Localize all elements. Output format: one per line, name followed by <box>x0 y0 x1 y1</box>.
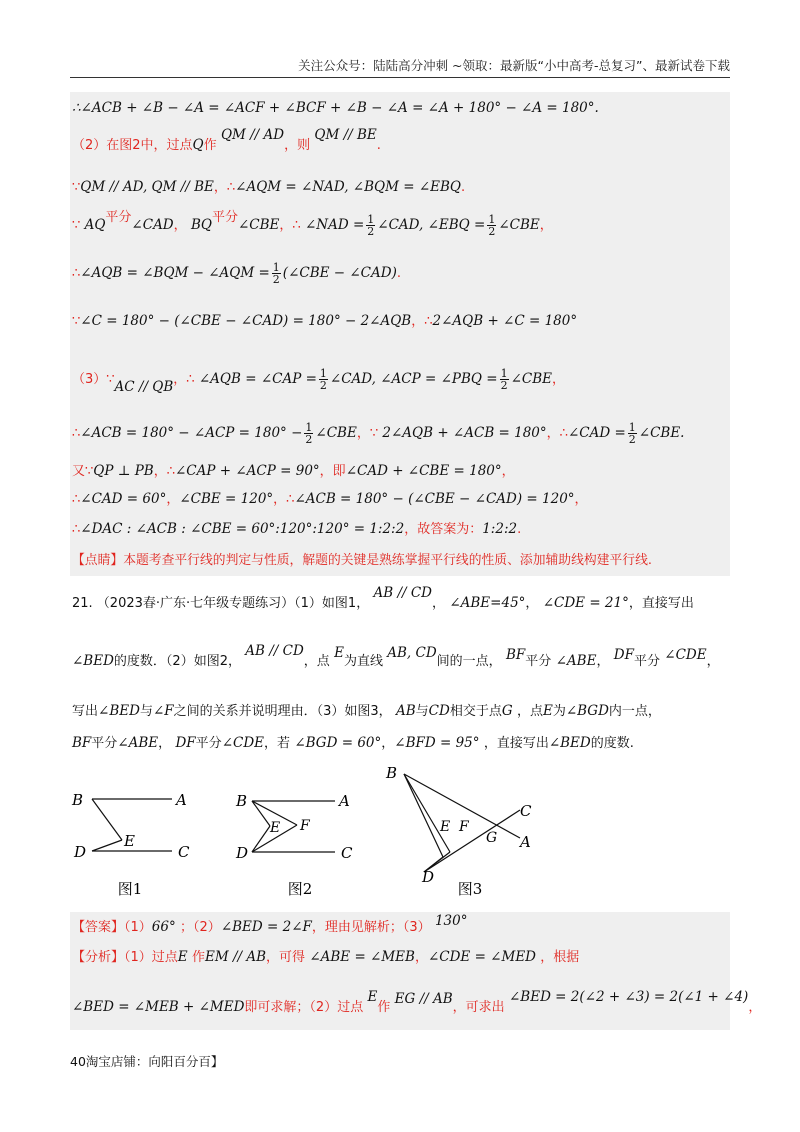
sol-line-3: ∵QM // AD, QM // BE，∴∠AQM = ∠NAD, ∠BQM = ∠EBQ. <box>72 179 466 195</box>
fig2-caption: 图2 <box>287 880 313 898</box>
question-21-line-2: ∠BED的度数．（2）如图2， AB // CD，点 E为直线 AB, CD间的一点， BF平分 ∠ABE， DF平分 ∠CDE， <box>72 643 720 669</box>
sol-line-4: ∵ AQ平分∠CAD， BQ平分∠CBE，∴ ∠NAD = $\frac{1}{2}$ ∠CAD, ∠EBQ = $\frac{1}{2}$ ∠CBE， <box>72 210 553 238</box>
fig3-label-a: A <box>520 833 531 851</box>
fig3-label-b: B <box>386 764 398 782</box>
sol-line-7: （3）∵AC // QB，∴ ∠AQB = ∠CAP = $\frac{1}{2}$ ∠CAD, ∠ACP = ∠PBQ = $\frac{1}{2}$ ∠CBE， <box>72 367 566 395</box>
question-21-line-1: 21. （2023春·广东·七年级专题练习）（1）如图1， AB // CD， ∠ABE=45°， ∠CDE = 21°，直接写出 <box>72 585 694 611</box>
fig2-label-b: B <box>236 792 248 810</box>
fig2-label-e: E <box>270 820 281 836</box>
sol-line-11: ∴∠DAC : ∠ACB : ∠CBE = 60°:120°:120° = 1:2:2，故答案为：1:2:2. <box>72 521 522 537</box>
analysis-line-1: 【分析】（1）过点E 作EM // AB，可得 ∠ABE = ∠MEB，∠CDE = ∠MED ，根据 <box>72 949 580 965</box>
fig2-label-d: D <box>236 844 249 862</box>
sol-line-9: 又∵QP ⊥ PB，∴∠CAP + ∠ACP = 90°，即∠CAD + ∠CBE = 180°， <box>72 463 515 479</box>
fig2-label-a: A <box>339 792 350 810</box>
fig1-label-b: B <box>72 791 84 809</box>
sol-line-5: ∴∠AQB = ∠BQM − ∠AQM = $\frac{1}{2}$ (∠CBE − ∠CAD). <box>72 261 401 286</box>
key-point-note: 【点睛】本题考查平行线的判定与性质，解题的关键是熟练掌握平行线的性质、添加辅助线构建平行线. <box>72 553 652 568</box>
sol-line-1: ∴∠ACB + ∠B − ∠A = ∠ACF + ∠BCF + ∠B − ∠A = ∠A + 180° − ∠A = 180°. <box>72 100 599 116</box>
fig1-caption: 图1 <box>117 880 143 898</box>
fig2-label-c: C <box>341 844 353 862</box>
question-21-line-4: BF平分∠ABE， DF平分∠CDE，若 ∠BGD = 60°，∠BFD = 95° ，直接写出∠BED的度数. <box>72 735 634 751</box>
sol-line-10: ∴∠CAD = 60°，∠CBE = 120°，∴∠ACB = 180° − (∠CBE − ∠CAD) = 120°， <box>72 491 588 507</box>
question-21-line-3: 写出∠BED与∠F之间的关系并说明理由．（3）如图3， AB与CD相交于点G ，点E为∠BGD内一点， <box>72 703 661 719</box>
answer-line: 【答案】（1）66° ；（2）∠BED = 2∠F，理由见解析；（3） 130° <box>72 913 468 935</box>
analysis-line-2: ∠BED = ∠MEB + ∠MED即可求解；（2）过点 E作 EG // AB，可求出 ∠BED = 2(∠2 + ∠3) = 2(∠1 + ∠4)， <box>72 989 762 1015</box>
sol-line-8: ∴∠ACB = 180° − ∠ACP = 180° − $\frac{1}{2}$ ∠CBE，∵ 2∠AQB + ∠ACB = 180°，∴∠CAD = $\frac{1}{2}$ ∠CBE. <box>72 421 685 446</box>
fig3-label-g: G <box>486 830 498 846</box>
fig2-label-f: F <box>300 818 310 834</box>
sol-line-2: （2）在图2中，过点Q作 QM // AD，则 QM // BE. <box>72 127 381 153</box>
sol-line-6: ∵∠C = 180° − (∠CBE − ∠CAD) = 180° − 2∠AQB，∴2∠AQB + ∠C = 180° <box>72 313 578 329</box>
fig1-label-e: E <box>124 832 135 850</box>
fig3-caption: 图3 <box>457 880 483 898</box>
fig3-label-c: C <box>520 802 532 820</box>
fig1-label-d: D <box>74 843 87 861</box>
fig3-label-e: E <box>440 819 451 835</box>
fig3-label-f: F <box>459 819 469 835</box>
figure-2 <box>252 801 335 852</box>
page-footer: 40淘宝店铺：向阳百分百】 <box>70 1054 224 1069</box>
fig1-label-c: C <box>178 843 190 861</box>
page-header: 关注公众号：陆陆高分冲刺 ~领取：最新版“小中高考-总复习”、最新试卷下载 <box>70 56 730 78</box>
fig1-label-a: A <box>176 791 187 809</box>
fig3-label-d: D <box>422 868 435 886</box>
figures-svg <box>0 760 800 910</box>
